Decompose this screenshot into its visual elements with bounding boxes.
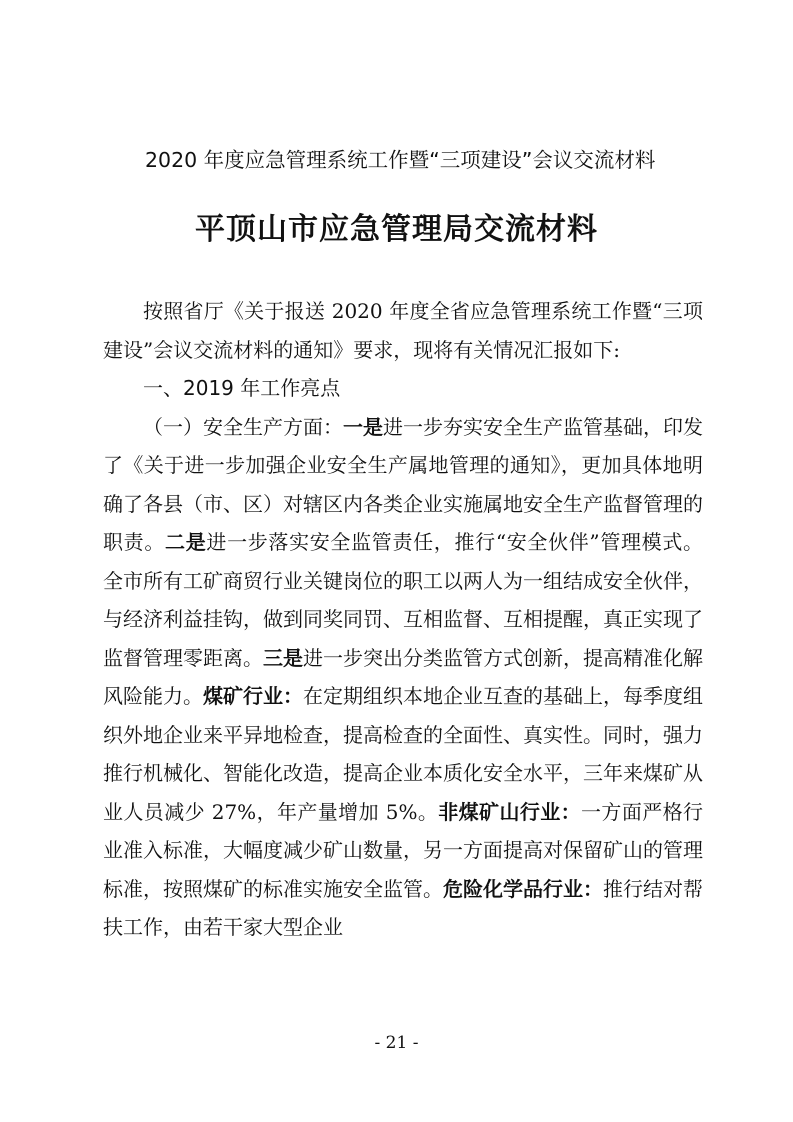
paragraph-text: 在定期组织本地企业互查的基础上，每季度组织外地企业来平异地检查，提高检查的全面性、真实性。同时，强力推行机械化、智能化改造，提高企业本质化安全水平，三年来煤矿从业人员减少 27%，年产量增加 5%。 [103, 684, 703, 824]
section-heading: 一、2019 年工作亮点 [143, 376, 341, 400]
bold-phrase: 危险化学品行业： [443, 876, 603, 901]
paragraph-text: 推行结对帮扶工作，由若干家大型企业 [103, 876, 703, 939]
bold-phrase: 二是 [165, 530, 207, 554]
paragraph-text: 进一步突出分类监管方式创新，提高精准化解风险能力。 [103, 645, 703, 708]
safety-production-paragraph [103, 408, 703, 947]
bold-phrase: 三是 [263, 645, 303, 670]
paragraph-text: 进一步落实安全监管责任，推行“安全伙伴”管理模式。全市所有工矿商贸行业关键岗位的职工以两人为一组结成安全伙伴，与经济利益挂钩，做到同奖同罚、互相监督、互相提醒，真正实现了监督管理零距离。 [103, 530, 704, 670]
bold-phrase: 非煤矿山行业： [438, 799, 582, 824]
document-title: 平顶山市应急管理局交流材料 [195, 212, 598, 247]
bold-phrase: 煤矿行业： [203, 684, 303, 708]
document-body [103, 292, 703, 947]
paragraph-text: 进一步夯实安全生产监管基础，印发了《关于进一步加强企业安全生产属地管理的通知》，更加具体地明确了各县（市、区）对辖区内各类企业实施属地安全生产监督管理的职责。 [103, 414, 703, 554]
paragraph-text: （一）安全生产方面： [143, 414, 343, 439]
conference-header: 2020 年度应急管理系统工作暨“三项建设”会议交流材料 [145, 148, 656, 172]
page-number: - 21 - [374, 1033, 419, 1053]
bold-phrase: 一是 [343, 414, 383, 439]
paragraph-text: 一方面严格行业准入标准，大幅度减少矿山数量，另一方面提高对保留矿山的管理标准，按照煤矿的标准实施安全监管。 [103, 799, 704, 901]
intro-paragraph: 按照省厅《关于报送 2020 年度全省应急管理系统工作暨“三项建设”会议交流材料的通知》要求，现将有关情况汇报如下: [103, 299, 703, 362]
